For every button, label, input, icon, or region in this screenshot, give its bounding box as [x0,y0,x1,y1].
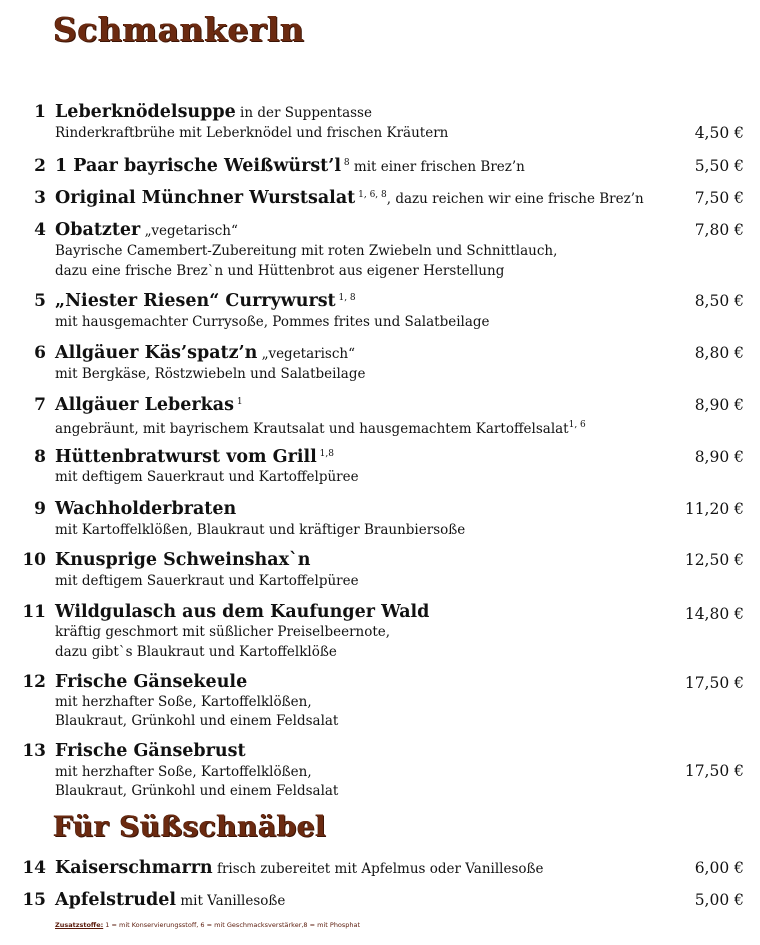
item-note: mit Vanillesoße [176,893,286,909]
item-number: 3 [34,188,46,208]
item-title-line [55,890,285,910]
item-number: 13 [22,741,46,761]
item-number: 5 [34,291,46,311]
item-number: 11 [22,602,46,622]
item-note: , dazu reichen wir eine frische Brez’n [386,191,644,207]
item-name: Frische Gänsebrust [55,741,246,761]
item-price: 7,50 € [694,189,744,207]
item-additives: 1 [233,397,243,407]
item-description-text: mit deftigem Sauerkraut und Kartoffelpüree [55,573,359,589]
item-name: 1 Paar bayrische Weißwürst’l [55,156,342,176]
item-number: 2 [34,156,46,176]
item-additives: 1, 8 [335,293,356,303]
item-title-line [55,858,544,878]
item-price: 14,80 € [684,605,744,623]
item-description [55,762,312,782]
item-description [55,123,448,143]
item-price: 8,80 € [694,344,744,362]
item-description-text: mit hausgemachter Currysoße, Pommes frites und Salatbeilage [55,314,490,330]
item-description [55,642,337,662]
item-title-line [55,343,355,363]
item-title-line [55,220,238,240]
item-note: „vegetarisch“ [140,223,238,239]
item-price: 11,20 € [684,500,744,518]
item-description-text: dazu gibt`s Blaukraut und Kartoffelklöße [55,644,337,660]
item-number: 15 [22,890,46,910]
footnote-text: 1 = mit Konservierungsstoff, 6 = mit Geschmacksverstärker,8 = mit Phosphat [103,921,361,929]
item-price: 17,50 € [684,762,744,780]
item-number: 12 [22,672,46,692]
item-title-line [55,602,429,622]
item-name: Original Münchner Wurstsalat [55,188,356,208]
item-title-line [55,447,334,467]
item-description [55,364,365,384]
item-description-text: mit herzhafter Soße, Kartoffelklößen, [55,764,312,780]
item-name: Frische Gänsekeule [55,672,248,692]
item-title-line [55,395,243,415]
item-description-text: mit herzhafter Soße, Kartoffelklößen, [55,694,312,710]
item-title-line [55,102,372,122]
item-name: Apfelstrudel [55,890,177,910]
item-name: Allgäuer Käs’spatz’n [55,343,258,363]
item-description-text: kräftig geschmort mit süßlicher Preiselbeernote, [55,624,391,640]
item-title-line [55,499,236,519]
item-note: in der Suppentasse [235,105,372,121]
item-description [55,711,338,731]
item-title-line [55,672,247,692]
item-name: Wachholderbraten [55,499,237,519]
item-number: 1 [34,102,46,122]
section-heading-schmankerln: Schmankerln [53,10,305,49]
item-title-line [55,291,356,311]
item-price: 7,80 € [694,221,744,239]
item-title-line [55,156,525,176]
item-price: 8,50 € [694,292,744,310]
item-additives: 8 [341,158,350,168]
item-description-text: mit deftigem Sauerkraut und Kartoffelpüree [55,469,359,485]
item-name: Kaiserschmarrn [55,858,213,878]
item-description-text: dazu eine frische Brez`n und Hüttenbrot aus eigener Herstellung [55,263,505,279]
item-description-text: mit Kartoffelklößen, Blaukraut und kräftiger Braunbiersoße [55,522,466,538]
item-number: 4 [34,220,46,240]
item-number: 6 [34,343,46,363]
item-price: 17,50 € [684,674,744,692]
item-description [55,520,465,540]
item-price: 5,00 € [694,891,744,909]
item-number: 7 [34,395,46,415]
item-name: Wildgulasch aus dem Kaufunger Wald [55,602,430,622]
item-number: 10 [22,550,46,570]
item-price: 5,50 € [694,157,744,175]
item-additives: 1,8 [316,449,334,459]
item-description [55,467,359,487]
item-title-line [55,741,246,761]
item-description [55,415,586,439]
item-name: „Niester Riesen“ Currywurst [55,291,336,311]
item-name: Leberknödelsuppe [55,102,236,122]
item-description-text: Blaukraut, Grünkohl und einem Feldsalat [55,713,339,729]
item-name: Knusprige Schweinshax`n [55,550,311,570]
item-number: 9 [34,499,46,519]
item-additives: 1, 6, 8 [355,190,387,200]
footnote-label: Zusatzstoffe: [55,921,104,929]
item-note: frisch zubereitet mit Apfelmus oder Vanillesoße [212,861,544,877]
item-name: Hüttenbratwurst vom Grill [55,447,317,467]
item-description [55,261,504,281]
item-description-text: Bayrische Camembert-Zubereitung mit roten Zwiebeln und Schnittlauch, [55,243,558,259]
item-description [55,571,359,591]
item-description-text: Rinderkraftbrühe mit Leberknödel und frischen Kräutern [55,125,449,141]
item-price: 8,90 € [694,396,744,414]
item-number: 14 [22,858,46,878]
item-price: 12,50 € [684,551,744,569]
item-description [55,622,390,642]
additives-footnote [55,921,360,929]
item-note: mit einer frischen Brez’n [349,159,525,175]
section-heading-suessschnaebel: Für Süßschnäbel [53,810,327,843]
item-description-text: Blaukraut, Grünkohl und einem Feldsalat [55,783,339,799]
item-name: Obatzter [55,220,141,240]
item-description [55,781,338,801]
item-name: Allgäuer Leberkas [55,395,234,415]
item-price: 4,50 € [694,124,744,142]
item-number: 8 [34,447,46,467]
item-title-line [55,550,311,570]
item-description-text: angebräunt, mit bayrischem Krautsalat und hausgemachtem Kartoffelsalat [55,421,569,437]
item-price: 8,90 € [694,448,744,466]
item-description-text: mit Bergkäse, Röstzwiebeln und Salatbeilage [55,366,366,382]
item-title-line [55,188,644,208]
item-price: 6,00 € [694,859,744,877]
item-description [55,241,557,261]
item-note: „vegetarisch“ [257,346,356,362]
item-description-additives: 1, 6 [568,420,586,430]
item-description [55,692,312,712]
item-description [55,312,490,332]
